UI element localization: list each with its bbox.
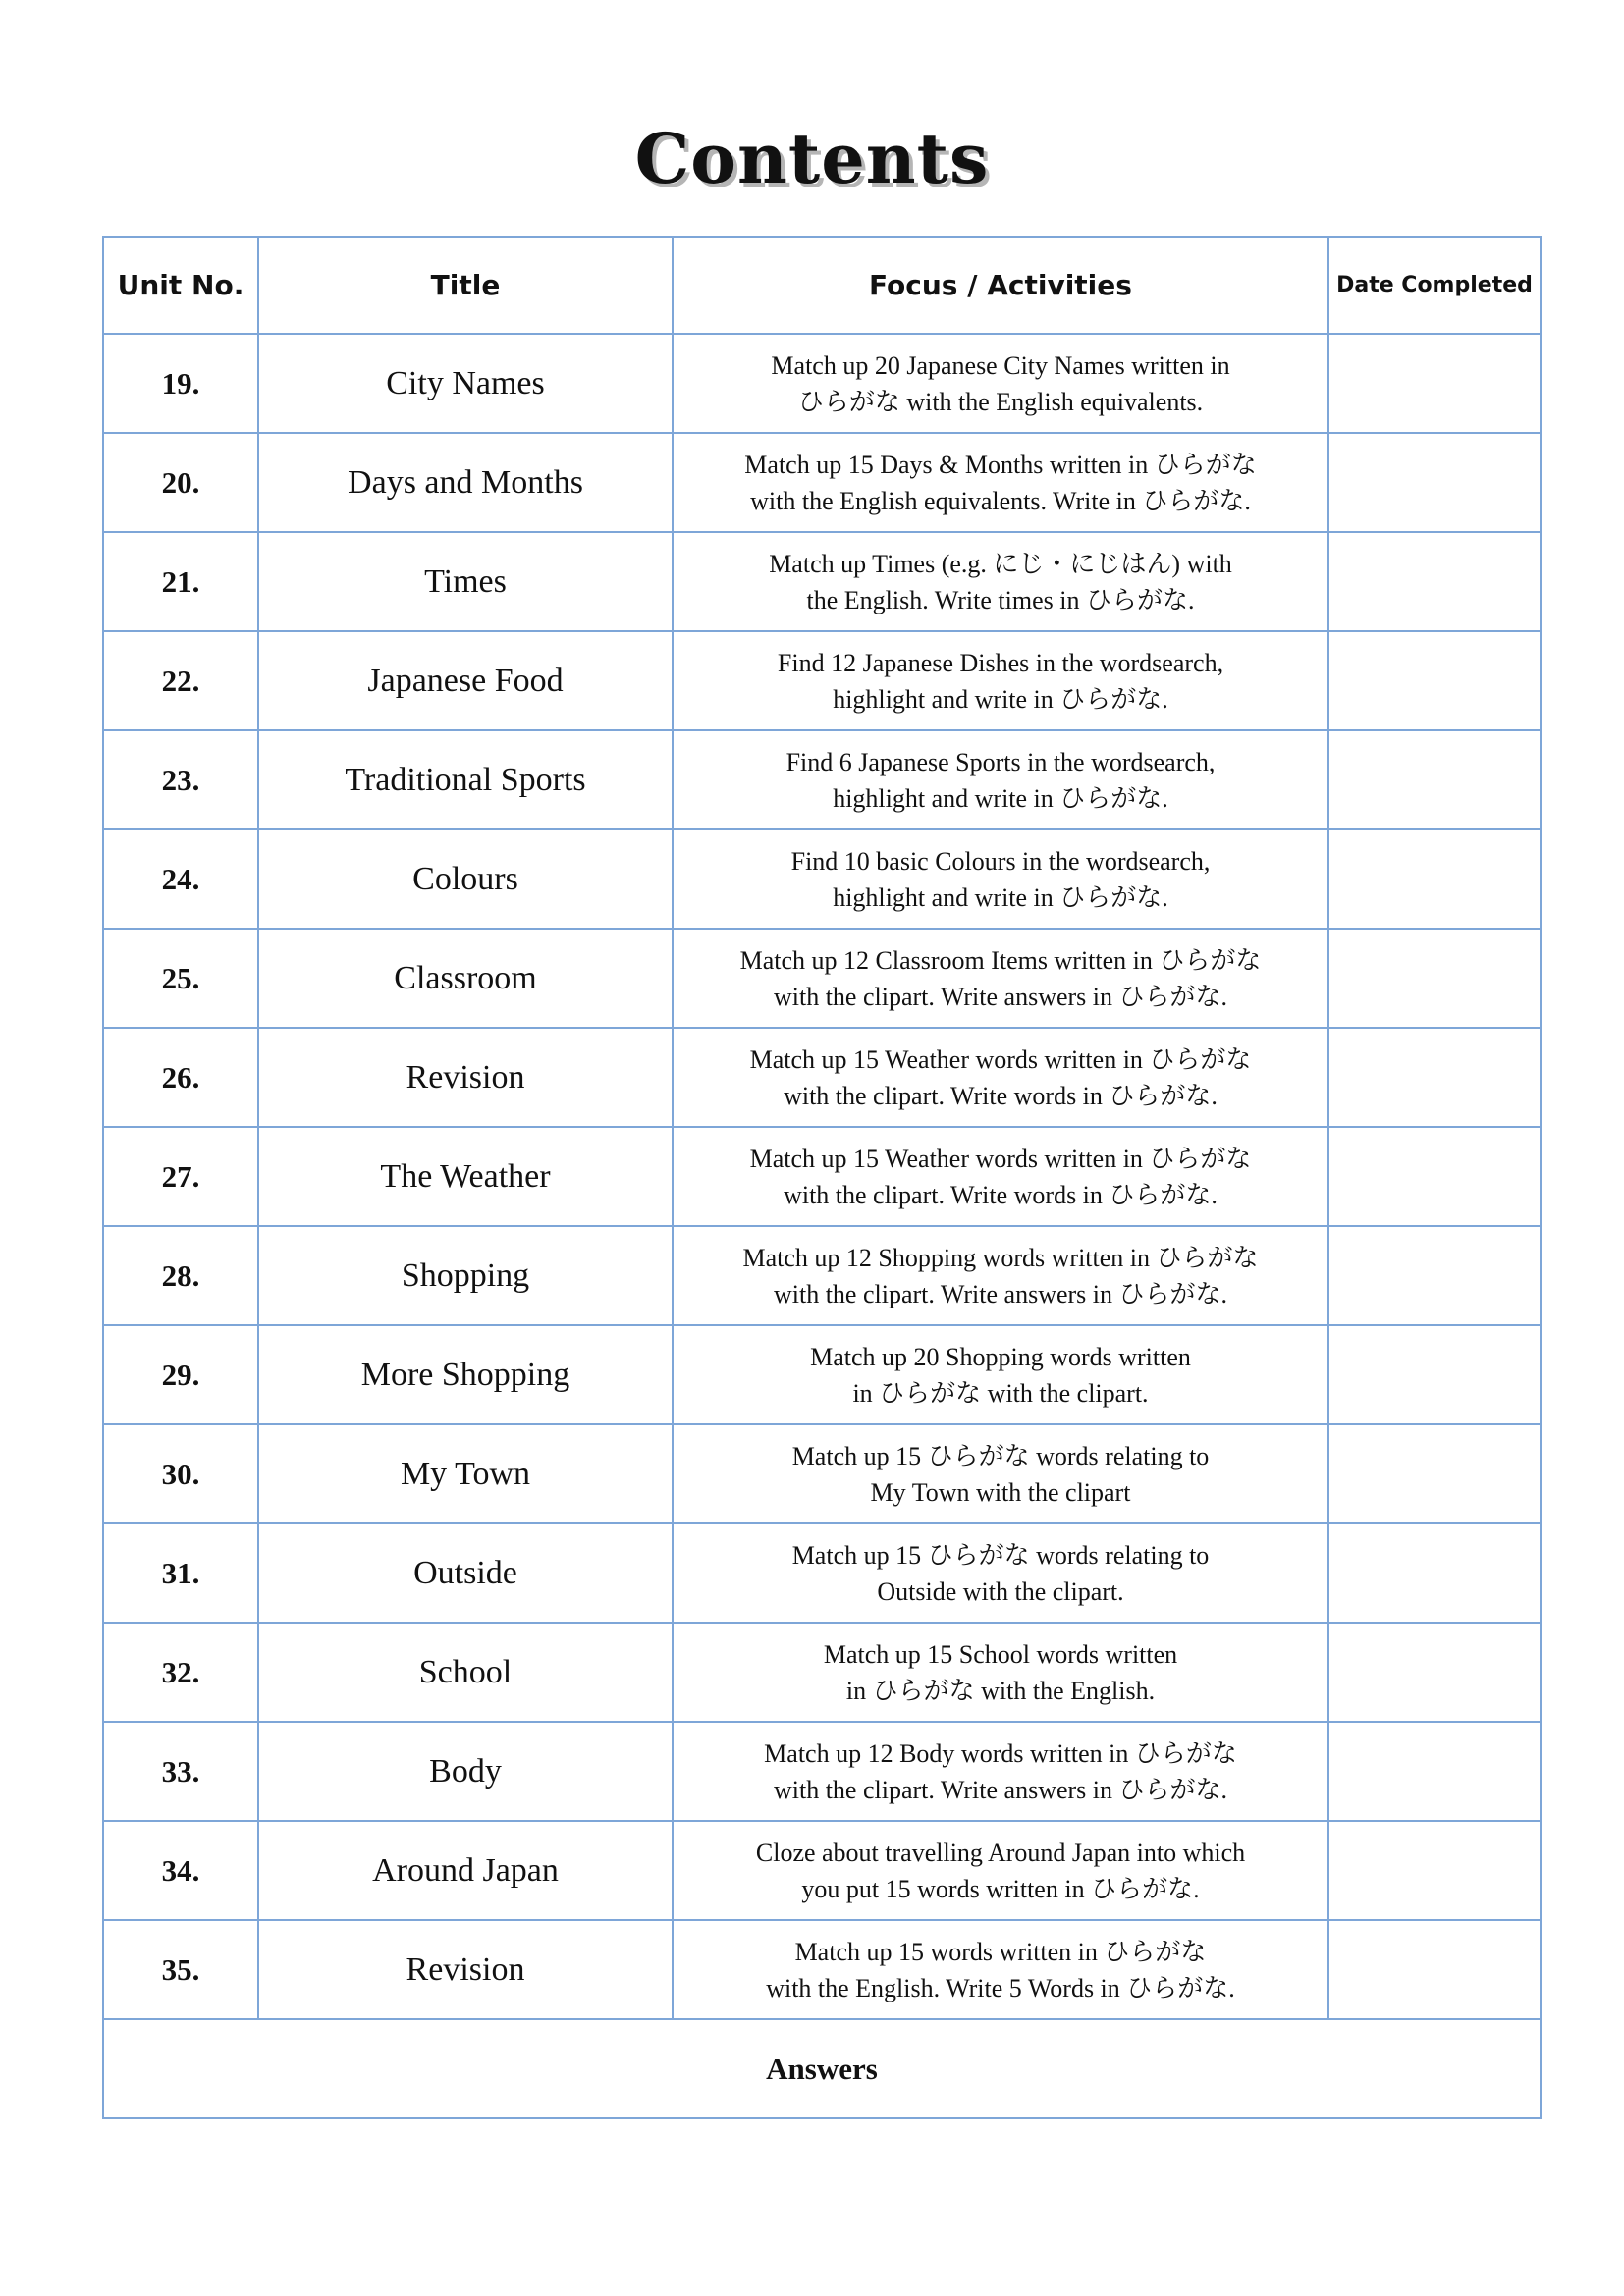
unit-title: Japanese Food — [258, 631, 673, 730]
date-completed-cell[interactable] — [1328, 1623, 1541, 1722]
focus-line-1: Match up 15 ひらがな words relating to — [791, 1441, 1210, 1470]
table-row — [103, 1623, 1541, 1722]
focus-line-2: with the English. Write 5 Words in ひらがな. — [766, 1973, 1235, 2002]
table-row — [103, 1821, 1541, 1920]
focus-line-1: Match up 12 Shopping words written in ひらがな — [742, 1243, 1259, 1272]
unit-focus — [673, 1821, 1328, 1920]
header-date-completed: Date Completed — [1328, 237, 1541, 334]
header-title: Title — [258, 237, 673, 334]
unit-focus — [673, 829, 1328, 929]
table-row — [103, 1325, 1541, 1424]
table-row — [103, 631, 1541, 730]
table-row — [103, 730, 1541, 829]
focus-line-1: Match up 15 Weather words written in ひらがな — [749, 1144, 1252, 1173]
focus-line-2: highlight and write in ひらがな. — [833, 684, 1168, 714]
focus-line-1: Match up 12 Classroom Items written in ひらがな — [739, 945, 1262, 975]
focus-line-1: Match up 20 Japanese City Names written in — [771, 350, 1230, 380]
unit-title: Times — [258, 532, 673, 631]
unit-number: 24. — [103, 829, 258, 929]
unit-title: Days and Months — [258, 433, 673, 532]
header-unit-no: Unit No. — [103, 237, 258, 334]
focus-line-2: with the clipart. Write answers in ひらがな. — [773, 982, 1228, 1011]
unit-number: 23. — [103, 730, 258, 829]
unit-title: Outside — [258, 1523, 673, 1623]
focus-line-2: with the clipart. Write words in ひらがな. — [784, 1081, 1218, 1110]
contents-table — [102, 236, 1542, 2119]
date-completed-cell[interactable] — [1328, 1226, 1541, 1325]
unit-number: 26. — [103, 1028, 258, 1127]
table-row — [103, 1424, 1541, 1523]
date-completed-cell[interactable] — [1328, 532, 1541, 631]
answers-row — [103, 2019, 1541, 2118]
unit-focus — [673, 1127, 1328, 1226]
focus-line-1: Match up 20 Shopping words written — [810, 1342, 1191, 1371]
date-completed-cell[interactable] — [1328, 1424, 1541, 1523]
focus-line-1: Match up 15 Weather words written in ひらがな — [749, 1044, 1252, 1074]
unit-number: 27. — [103, 1127, 258, 1226]
unit-focus — [673, 730, 1328, 829]
focus-line-1: Find 6 Japanese Sports in the wordsearch, — [785, 747, 1216, 776]
focus-line-1: Match up 15 School words written — [823, 1639, 1178, 1669]
unit-number: 33. — [103, 1722, 258, 1821]
focus-line-2: in ひらがな with the clipart. — [852, 1378, 1149, 1408]
date-completed-cell[interactable] — [1328, 1920, 1541, 2019]
unit-number: 30. — [103, 1424, 258, 1523]
date-completed-cell[interactable] — [1328, 1028, 1541, 1127]
date-completed-cell[interactable] — [1328, 1821, 1541, 1920]
unit-focus — [673, 1523, 1328, 1623]
unit-title: City Names — [258, 334, 673, 433]
unit-focus — [673, 433, 1328, 532]
focus-line-2: the English. Write times in ひらがな. — [806, 585, 1195, 614]
unit-focus — [673, 1920, 1328, 2019]
date-completed-cell[interactable] — [1328, 1523, 1541, 1623]
unit-title: My Town — [258, 1424, 673, 1523]
focus-line-1: Match up 12 Body words written in ひらがな — [764, 1738, 1237, 1768]
unit-focus — [673, 1424, 1328, 1523]
header-row — [103, 237, 1541, 334]
focus-line-2: highlight and write in ひらがな. — [833, 783, 1168, 813]
focus-line-2: Outside with the clipart. — [877, 1576, 1124, 1606]
table-row — [103, 433, 1541, 532]
unit-title: Traditional Sports — [258, 730, 673, 829]
focus-line-1: Match up 15 words written in ひらがな — [794, 1937, 1207, 1966]
unit-focus — [673, 929, 1328, 1028]
header-focus-activities: Focus / Activities — [673, 237, 1328, 334]
unit-number: 19. — [103, 334, 258, 433]
page-title: Contents — [634, 118, 990, 199]
table-row — [103, 1226, 1541, 1325]
unit-focus — [673, 1722, 1328, 1821]
unit-focus — [673, 334, 1328, 433]
focus-line-1: Match up 15 ひらがな words relating to — [791, 1540, 1210, 1570]
unit-number: 31. — [103, 1523, 258, 1623]
focus-line-1: Match up 15 Days & Months written in ひらがな — [744, 450, 1257, 479]
table-row — [103, 929, 1541, 1028]
unit-title: School — [258, 1623, 673, 1722]
focus-line-2: ひらがな with the English equivalents. — [797, 387, 1204, 416]
table-row — [103, 1722, 1541, 1821]
unit-title: Classroom — [258, 929, 673, 1028]
focus-line-2: highlight and write in ひらがな. — [833, 882, 1168, 912]
unit-number: 32. — [103, 1623, 258, 1722]
unit-focus — [673, 631, 1328, 730]
date-completed-cell[interactable] — [1328, 929, 1541, 1028]
unit-title: Colours — [258, 829, 673, 929]
table-row — [103, 1920, 1541, 2019]
unit-focus — [673, 1623, 1328, 1722]
unit-number: 29. — [103, 1325, 258, 1424]
date-completed-cell[interactable] — [1328, 334, 1541, 433]
focus-line-2: with the clipart. Write words in ひらがな. — [784, 1180, 1218, 1209]
focus-line-2: with the English equivalents. Write in ひらがな. — [750, 486, 1251, 515]
focus-line-1: Cloze about travelling Around Japan into which — [755, 1838, 1246, 1867]
date-completed-cell[interactable] — [1328, 1127, 1541, 1226]
unit-number: 35. — [103, 1920, 258, 2019]
date-completed-cell[interactable] — [1328, 1325, 1541, 1424]
unit-focus — [673, 1028, 1328, 1127]
unit-title: Revision — [258, 1028, 673, 1127]
date-completed-cell[interactable] — [1328, 1722, 1541, 1821]
table-row — [103, 532, 1541, 631]
table-row — [103, 1523, 1541, 1623]
focus-line-1: Find 10 basic Colours in the wordsearch, — [790, 846, 1211, 876]
date-completed-cell[interactable] — [1328, 433, 1541, 532]
unit-focus — [673, 1325, 1328, 1424]
table-row — [103, 829, 1541, 929]
unit-title: Shopping — [258, 1226, 673, 1325]
unit-title: Revision — [258, 1920, 673, 2019]
unit-number: 22. — [103, 631, 258, 730]
table-row — [103, 334, 1541, 433]
date-completed-cell[interactable] — [1328, 631, 1541, 730]
unit-number: 20. — [103, 433, 258, 532]
unit-focus — [673, 1226, 1328, 1325]
unit-number: 34. — [103, 1821, 258, 1920]
unit-focus — [673, 532, 1328, 631]
focus-line-1: Match up Times (e.g. にじ・にじはん) with — [769, 549, 1232, 578]
focus-line-2: with the clipart. Write answers in ひらがな. — [773, 1279, 1228, 1308]
unit-title: More Shopping — [258, 1325, 673, 1424]
unit-title: Around Japan — [258, 1821, 673, 1920]
focus-line-2: with the clipart. Write answers in ひらがな. — [773, 1775, 1228, 1804]
focus-line-2: you put 15 words written in ひらがな. — [801, 1874, 1200, 1903]
table-row — [103, 1127, 1541, 1226]
unit-title: The Weather — [258, 1127, 673, 1226]
answers-label: Answers — [103, 2019, 1541, 2118]
unit-number: 28. — [103, 1226, 258, 1325]
focus-line-1: Find 12 Japanese Dishes in the wordsearch, — [777, 648, 1224, 677]
focus-line-2: in ひらがな with the English. — [845, 1676, 1156, 1705]
unit-number: 25. — [103, 929, 258, 1028]
table-row — [103, 1028, 1541, 1127]
unit-number: 21. — [103, 532, 258, 631]
focus-line-2: My Town with the clipart — [870, 1477, 1131, 1507]
date-completed-cell[interactable] — [1328, 829, 1541, 929]
date-completed-cell[interactable] — [1328, 730, 1541, 829]
unit-title: Body — [258, 1722, 673, 1821]
